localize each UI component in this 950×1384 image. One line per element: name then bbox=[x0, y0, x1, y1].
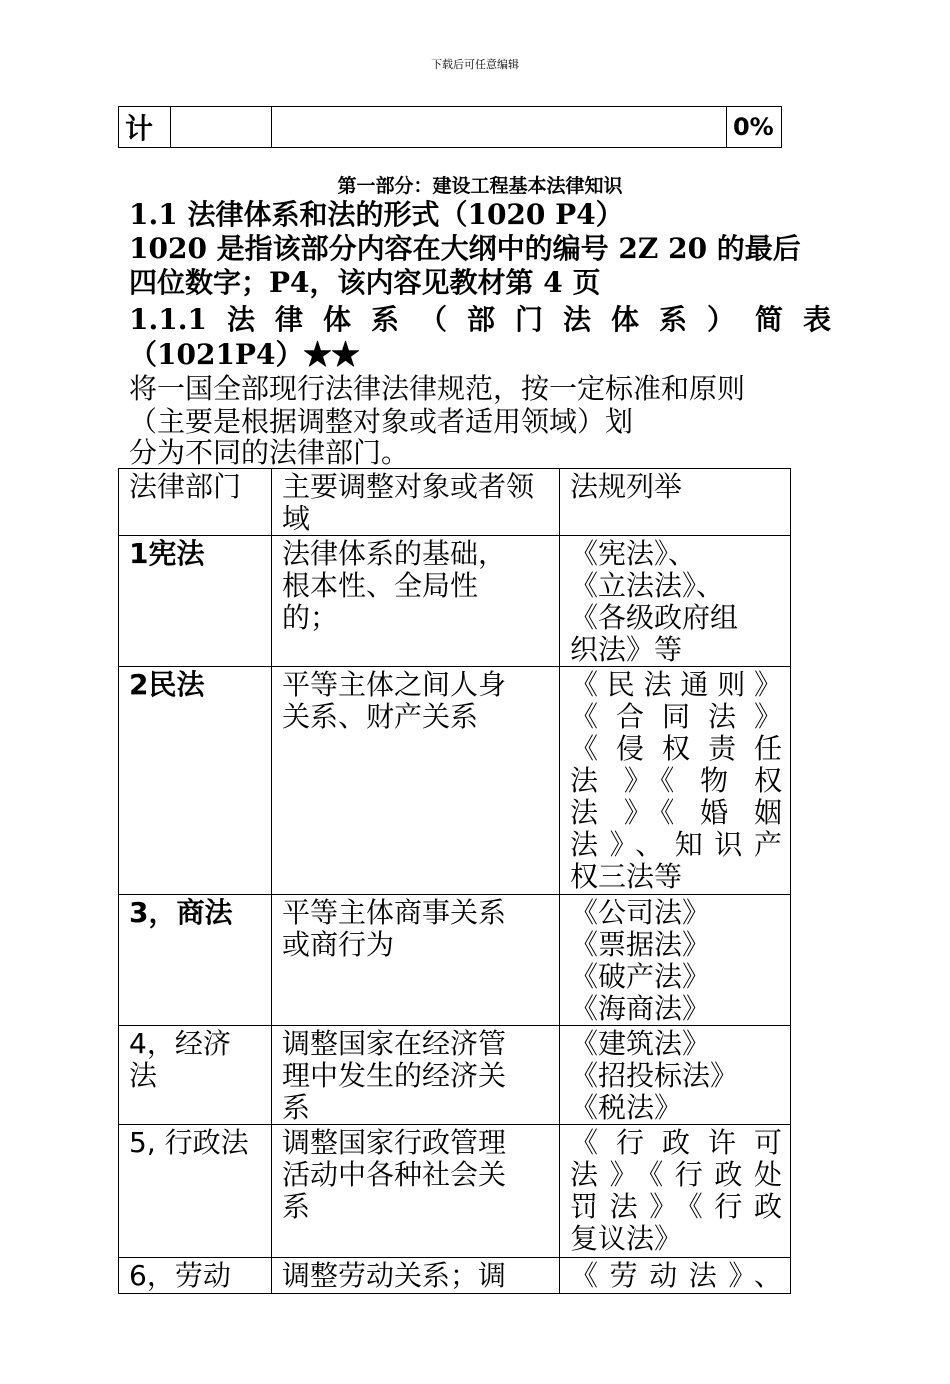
dept-number: 3， bbox=[129, 896, 177, 929]
header-cell: 主要调整对象或者领域 bbox=[272, 469, 560, 536]
scope-cell bbox=[272, 1258, 560, 1294]
heading-part: 简 bbox=[754, 303, 783, 336]
law-line: 织法》等 bbox=[570, 633, 683, 666]
scope-cell bbox=[272, 667, 560, 895]
explain-line-1: 1020 是指该部分内容在大纲中的编号 2Z 20 的最后 bbox=[129, 232, 801, 265]
table-row bbox=[119, 107, 782, 148]
heading-part: 律 bbox=[274, 303, 303, 336]
law-line: 《税法》 bbox=[570, 1091, 683, 1124]
scope-line: 系 bbox=[282, 1091, 311, 1124]
table-cell: 计 bbox=[119, 107, 171, 148]
law-line: 《各级政府组 bbox=[570, 601, 739, 634]
scope-line: 法律体系的基础， bbox=[282, 537, 507, 570]
intro-line-3: 分为不同的法律部门。 bbox=[129, 436, 410, 469]
table-row bbox=[119, 536, 791, 667]
dept-label: 2民法 bbox=[129, 668, 205, 701]
intro-line-2: （主要是根据调整对象或者适用领域）划 bbox=[129, 405, 634, 438]
dept-cell bbox=[119, 536, 272, 667]
laws-cell bbox=[560, 1125, 791, 1258]
law-line: 法》《行政处 bbox=[570, 1158, 782, 1191]
table-row bbox=[119, 895, 791, 1026]
law-line: 《 侵 权 责 任 bbox=[570, 732, 782, 765]
scope-line: 关系、财产关系 bbox=[282, 700, 479, 733]
law-line: 《宪法》、 bbox=[570, 537, 697, 570]
heading-part: 表 bbox=[802, 303, 831, 336]
heading-part: 法 bbox=[226, 303, 255, 336]
law-line: 《公司法》 bbox=[570, 896, 711, 929]
heading-text: 法律体系和法的形式（1020 P4） bbox=[187, 198, 624, 231]
laws-cell bbox=[560, 895, 791, 1026]
heading-1-1-1-line-2: （1021P4）★★ bbox=[129, 338, 360, 371]
heading-part: 法 bbox=[562, 303, 591, 336]
section-title: 第一部分：建设工程基本法律知识 bbox=[337, 175, 623, 197]
table-row bbox=[119, 667, 791, 895]
table-cell bbox=[271, 107, 726, 148]
table-cell: 0% bbox=[726, 107, 781, 148]
scope-line: 系 bbox=[282, 1190, 311, 1223]
scope-cell bbox=[272, 1026, 560, 1125]
table-row bbox=[119, 1125, 791, 1258]
law-line: 《劳动法》、 bbox=[570, 1259, 782, 1292]
law-line: 《票据法》 bbox=[570, 928, 711, 961]
heading-part: 体 bbox=[610, 303, 639, 336]
dept-cell bbox=[119, 667, 272, 895]
dept-cell bbox=[119, 1125, 272, 1258]
heading-part: 门 bbox=[514, 303, 543, 336]
heading-part: 1.1.1 bbox=[129, 303, 207, 336]
scope-line: 调整国家行政管理 bbox=[282, 1126, 507, 1159]
scope-line: 调整劳动关系；调 bbox=[282, 1259, 507, 1292]
law-line: 权三法等 bbox=[570, 860, 683, 893]
law-line: 《 行 政 许 可 bbox=[570, 1126, 782, 1159]
dept-label: 1宪法 bbox=[129, 537, 205, 570]
law-line: 罚法》《行政 bbox=[570, 1190, 782, 1223]
law-line: 复议法》 bbox=[570, 1222, 683, 1255]
scope-cell bbox=[272, 895, 560, 1026]
law-line: 《民法通则》 bbox=[570, 668, 782, 701]
table-cell bbox=[170, 107, 271, 148]
intro-line-1: 将一国全部现行法律法律规范，按一定标准和原则 bbox=[129, 372, 746, 405]
dept-line: 4，经济 bbox=[129, 1027, 231, 1060]
table-row bbox=[119, 1026, 791, 1125]
heading-1-1 bbox=[129, 198, 831, 232]
scope-line: 活动中各种社会关 bbox=[282, 1158, 507, 1191]
laws-cell bbox=[560, 667, 791, 895]
scope-line: 平等主体之间人身 bbox=[282, 668, 507, 701]
header-cell: 法律部门 bbox=[119, 469, 272, 536]
scope-line: 调整国家在经济管 bbox=[282, 1027, 507, 1060]
scope-line: 理中发生的经济关 bbox=[282, 1059, 507, 1092]
scope-cell bbox=[272, 1125, 560, 1258]
laws-cell bbox=[560, 1026, 791, 1125]
heading-number: 1.1 bbox=[129, 198, 178, 231]
dept-cell bbox=[119, 1026, 272, 1125]
law-line: 法 》《 婚 姻 bbox=[570, 796, 782, 829]
heading-part: 体 bbox=[322, 303, 351, 336]
dept-name: 商法 bbox=[176, 896, 233, 929]
explain-line-2: 四位数字；P4，该内容见教材第 4 页 bbox=[129, 266, 601, 299]
law-line: 《破产法》 bbox=[570, 960, 711, 993]
table-header-row bbox=[119, 469, 791, 536]
dept-cell bbox=[119, 1258, 272, 1294]
header-cell: 法规列举 bbox=[560, 469, 791, 536]
scope-line: 或商行为 bbox=[282, 928, 395, 961]
law-line: 《 合 同 法 》 bbox=[570, 700, 782, 733]
table-row bbox=[119, 1258, 791, 1294]
heading-part: （ bbox=[418, 303, 447, 336]
dept-label: 6，劳动 bbox=[129, 1259, 231, 1292]
heading-part: 系 bbox=[658, 303, 687, 336]
law-line: 《立法法》、 bbox=[570, 569, 725, 602]
scope-line: 根本性、全局性 bbox=[282, 569, 479, 602]
law-line: 《建筑法》 bbox=[570, 1027, 711, 1060]
law-line: 《招投标法》 bbox=[570, 1059, 739, 1092]
scope-line: 的； bbox=[282, 601, 339, 634]
law-line: 法 》《 物 权 bbox=[570, 764, 782, 797]
scope-cell bbox=[272, 536, 560, 667]
law-line: 《海商法》 bbox=[570, 992, 711, 1025]
heading-1-1-1 bbox=[129, 303, 831, 337]
heading-part: ） bbox=[706, 303, 735, 336]
scope-line: 平等主体商事关系 bbox=[282, 896, 507, 929]
heading-part: 系 bbox=[370, 303, 399, 336]
dept-line: 法 bbox=[129, 1059, 158, 1092]
laws-cell bbox=[560, 536, 791, 667]
law-line: 法》、知识产 bbox=[570, 828, 782, 861]
law-departments-table bbox=[118, 468, 791, 1294]
dept-cell bbox=[119, 895, 272, 1026]
heading-part: 部 bbox=[466, 303, 495, 336]
laws-cell bbox=[560, 1258, 791, 1294]
header-note: 下载后可任意编辑 bbox=[431, 58, 519, 71]
dept-label: 5, 行政法 bbox=[129, 1126, 249, 1159]
summary-table bbox=[118, 106, 782, 148]
